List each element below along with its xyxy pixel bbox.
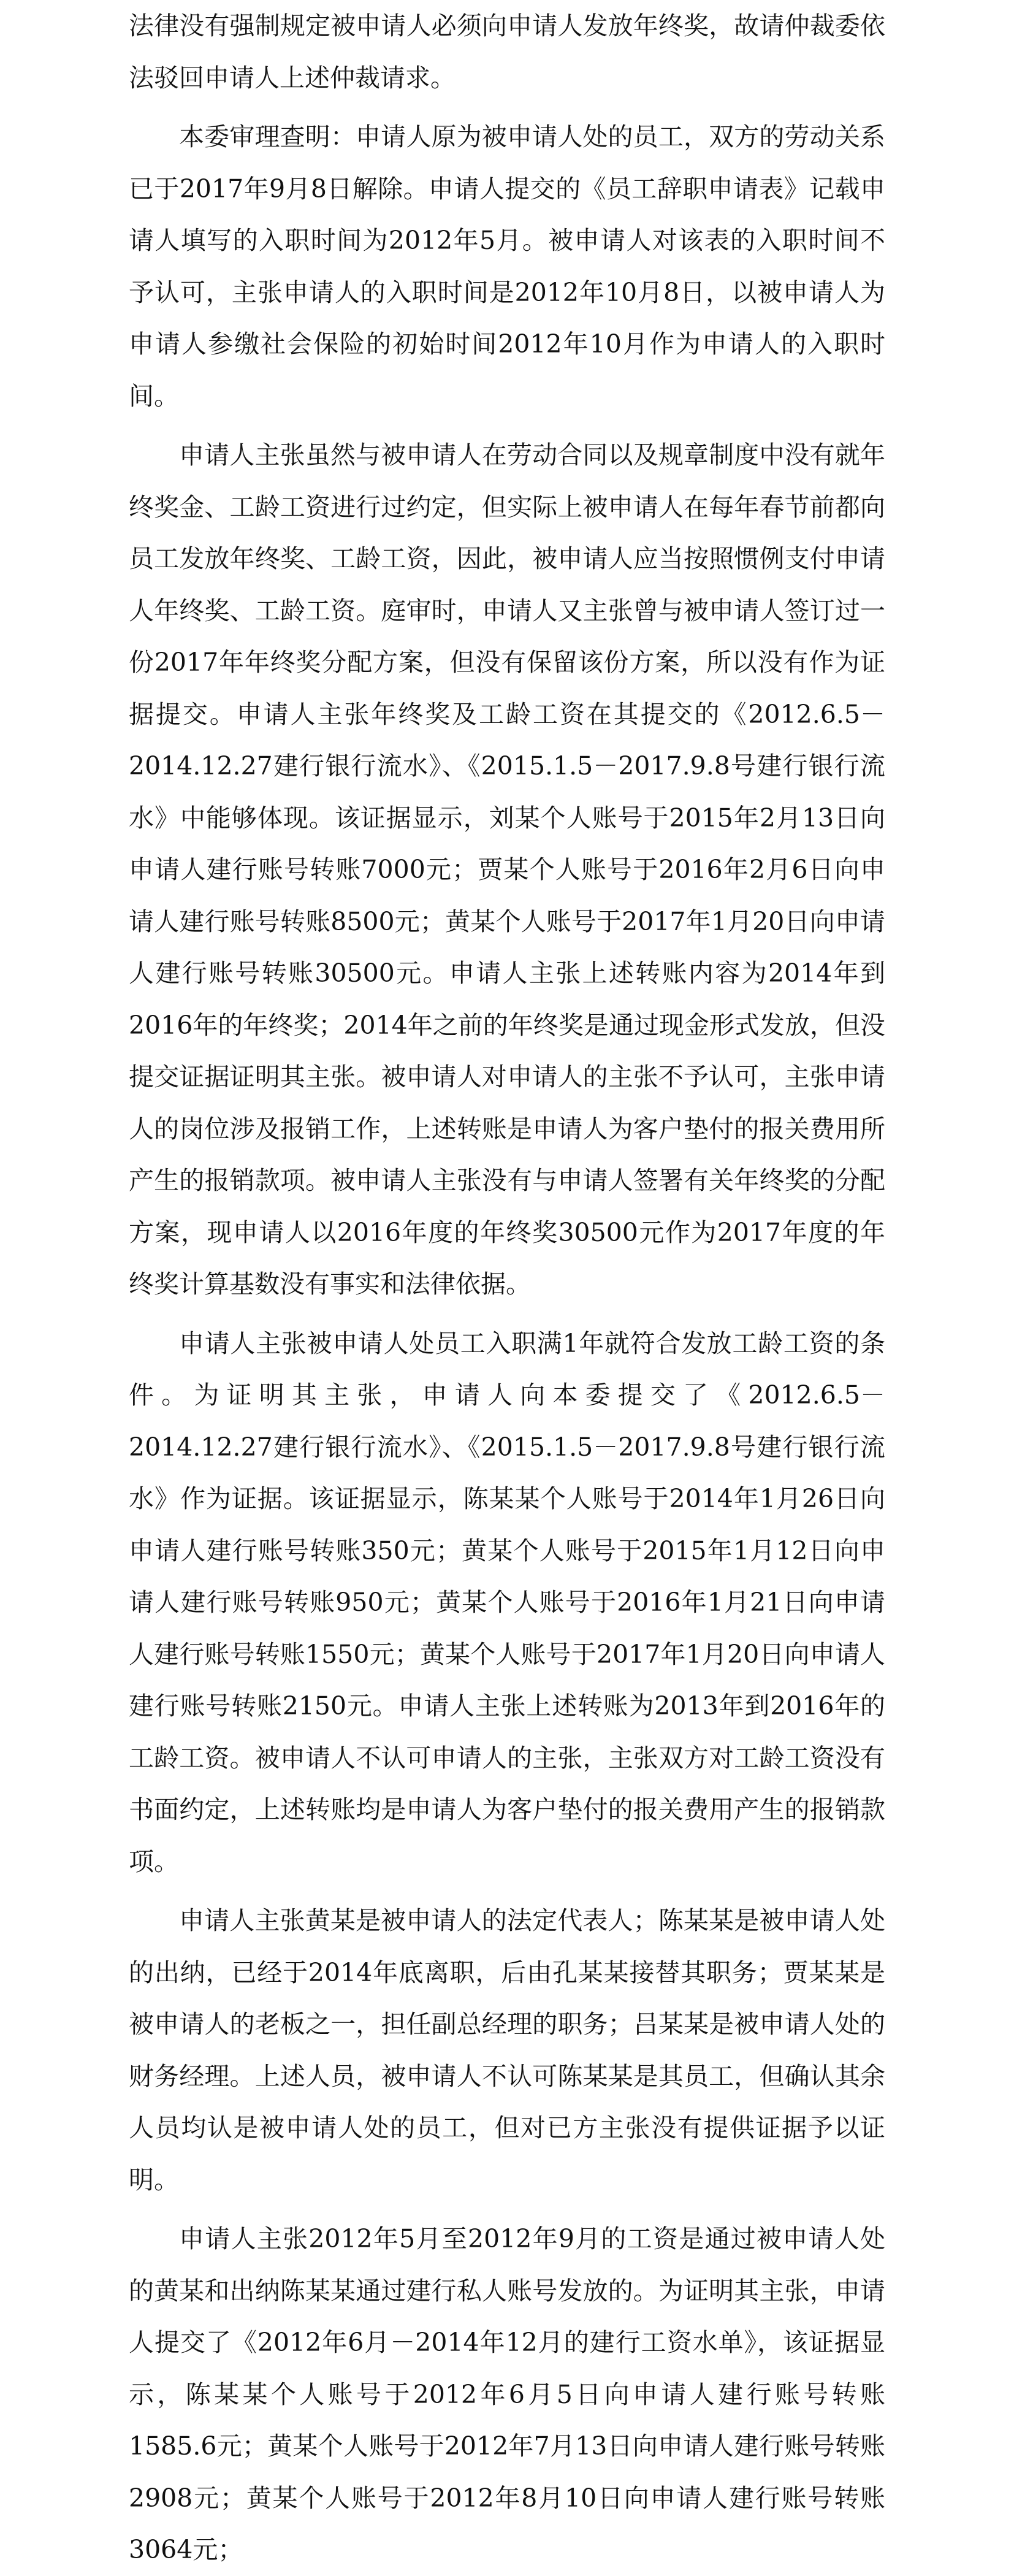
- paragraph-salary-payment: 申请人主张2012年5月至2012年9月的工资是通过被申请人处的黄某和出纳陈某某通过建行私人账号发放的。为证明其主张，申请人提交了《2012年6月－2014年12月的建行工资水单》，该证据显示，陈某某个人账号于2012年6月5日向申请人建行账号转账1585.6元；黄某个人账号于2012年7月13日向申请人建行账号转账2908元；黄某个人账号于2012年8月10日向申请人建行账号转账3064元；: [129, 2224, 885, 2564]
- paragraph-seniority-pay: 申请人主张被申请人处员工入职满1年就符合发放工龄工资的条件。为证明其主张，申请人向本委提交了《2012.6.5－2014.12.27建行银行流水》、《2015.1.5－2017.9.8号建行银行流水》作为证据。该证据显示，陈某某个人账号于2014年1月26日向申请人建行账号转账350元；黄某个人账号于2015年1月12日向申请人建行账号转账950元；黄某个人账号于2016年1月21日向申请人建行账号转账1550元；黄某个人账号于2017年1月20日向申请人建行账号转账2150元。申请人主张上述转账为2013年到2016年的工龄工资。被申请人不认可申请人的主张，主张双方对工龄工资没有书面约定，上述转账均是申请人为客户垫付的报关费用产生的报销款项。: [129, 1328, 885, 1876]
- paragraph-year-end-bonus: 申请人主张虽然与被申请人在劳动合同以及规章制度中没有就年终奖金、工龄工资进行过约定，但实际上被申请人在每年春节前都向员工发放年终奖、工龄工资，因此，被申请人应当按照惯例支付申请人年终奖、工龄工资。庭审时，申请人又主张曾与被申请人签订过一份2017年年终奖分配方案，但没有保留该份方案，所以没有作为证据提交。申请人主张年终奖及工龄工资在其提交的《2012.6.5－2014.12.27建行银行流水》、《2015.1.5－2017.9.8号建行银行流水》中能够体现。该证据显示，刘某个人账号于2015年2月13日向申请人建行账号转账7000元；贾某个人账号于2016年2月6日向申请人建行账号转账8500元；黄某个人账号于2017年1月20日向申请人建行账号转账30500元。申请人主张上述转账内容为2014年到2016年的年终奖；2014年之前的年终奖是通过现金形式发放，但没提交证据证明其主张。被申请人对申请人的主张不予认可，主张申请人的岗位涉及报销工作，上述转账是申请人为客户垫付的报关费用所产生的报销款项。被申请人主张没有与申请人签署有关年终奖的分配方案，现申请人以2016年度的年终奖30500元作为2017年度的年终奖计算基数没有事实和法律依据。: [129, 440, 885, 1299]
- paragraph-continued: 法律没有强制规定被申请人必须向申请人发放年终奖，故请仲裁委依法驳回申请人上述仲裁请求。: [129, 11, 885, 93]
- paragraph-personnel: 申请人主张黄某是被申请人的法定代表人；陈某某是被申请人处的出纳，已经于2014年底离职，后由孔某某接替其职务；贾某某是被申请人的老板之一，担任副总经理的职务；吕某某是被申请人处的财务经理。上述人员，被申请人不认可陈某某是其员工，但确认其余人员均认是被申请人处的员工，但对已方主张没有提供证据予以证明。: [129, 1906, 885, 2195]
- paragraph-findings: 本委审理查明：申请人原为被申请人处的员工，双方的劳动关系已于2017年9月8日解除。申请人提交的《员工辞职申请表》记载申请人填写的入职时间为2012年5月。被申请人对该表的入职时间不予认可，主张申请人的入职时间是2012年10月8日，以被申请人为申请人参缴社会保险的初始时间2012年10月作为申请人的入职时间。: [129, 122, 885, 411]
